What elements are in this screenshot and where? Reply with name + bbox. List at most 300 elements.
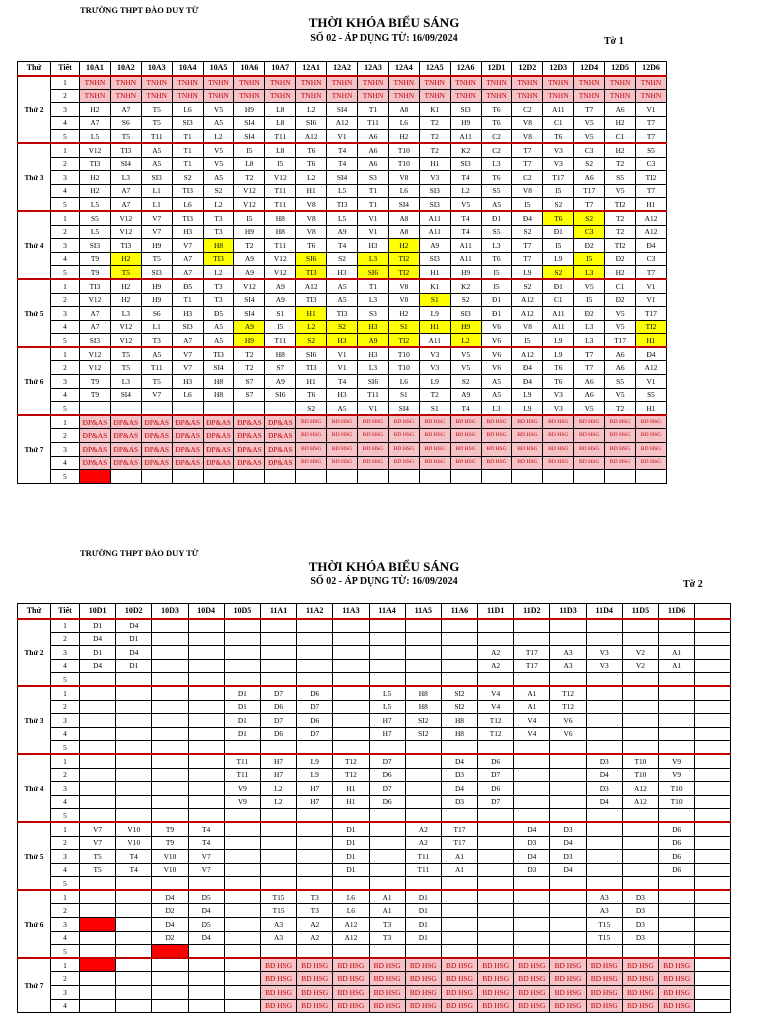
timetable-cell xyxy=(659,714,695,728)
timetable-cell: TNHN xyxy=(358,89,389,103)
table-row xyxy=(18,334,667,348)
timetable-cell: T2 xyxy=(605,211,636,225)
timetable-cell: D6 xyxy=(659,850,695,864)
period-number: 5 xyxy=(51,402,80,416)
timetable-cell: V12 xyxy=(234,198,265,212)
timetable-cell: D6 xyxy=(659,863,695,877)
timetable-cell: A1 xyxy=(441,850,477,864)
timetable-cell xyxy=(188,795,224,809)
timetable-cell: V1 xyxy=(358,225,389,239)
timetable-cell xyxy=(80,470,111,484)
timetable-cell: BD HSG xyxy=(543,429,574,443)
timetable-cell xyxy=(405,795,441,809)
period-header: Tiết xyxy=(51,604,80,619)
timetable-cell: T3 xyxy=(297,904,333,918)
table-row xyxy=(18,347,667,361)
timetable-cell: H2 xyxy=(110,252,141,266)
timetable-cell: Đ1 xyxy=(481,307,512,321)
timetable-cell xyxy=(622,809,658,823)
timetable-cell xyxy=(152,714,188,728)
timetable-cell xyxy=(695,850,731,864)
timetable-cell: BD HSG xyxy=(358,443,389,457)
timetable-cell: BD HSG xyxy=(605,415,636,429)
timetable-cell xyxy=(333,659,369,673)
table-row xyxy=(18,279,667,293)
timetable-cell: H9 xyxy=(234,225,265,239)
timetable-cell: H7 xyxy=(260,768,296,782)
timetable-cell: BD HSG xyxy=(358,456,389,470)
timetable-cell xyxy=(260,863,296,877)
timetable-cell: H1 xyxy=(419,320,450,334)
timetable-cell: V10 xyxy=(152,863,188,877)
timetable-cell: T1 xyxy=(172,143,203,157)
timetable-cell: BD HSG xyxy=(586,999,622,1013)
timetable-cell xyxy=(116,904,152,918)
timetable-cell xyxy=(116,986,152,1000)
timetable-cell: ĐP&AS xyxy=(172,456,203,470)
timetable-cell xyxy=(116,782,152,796)
timetable-cell xyxy=(419,470,450,484)
class-header: 12D4 xyxy=(574,62,605,76)
period-number: 2 xyxy=(51,157,80,171)
period-number: 4 xyxy=(51,999,80,1013)
timetable-cell: T1 xyxy=(172,130,203,144)
timetable-cell: H9 xyxy=(141,293,172,307)
timetable-cell: T7 xyxy=(574,361,605,375)
timetable-cell: D7 xyxy=(478,768,514,782)
table-row xyxy=(18,795,731,809)
timetable-cell: L8 xyxy=(265,116,296,130)
timetable-cell: ĐP&AS xyxy=(265,443,296,457)
timetable-cell xyxy=(478,890,514,904)
timetable-cell: T3 xyxy=(203,211,234,225)
timetable-cell xyxy=(297,646,333,660)
table-row xyxy=(18,320,667,334)
timetable-cell: D1 xyxy=(224,700,260,714)
timetable-cell xyxy=(152,659,188,673)
timetable-cell: TNHN xyxy=(543,89,574,103)
timetable-cell: TNHN xyxy=(481,76,512,90)
timetable-cell: T9 xyxy=(80,375,111,389)
class-header: 11A1 xyxy=(260,604,296,619)
timetable-cell: T4 xyxy=(450,211,481,225)
period-number: 4 xyxy=(51,116,80,130)
timetable-cell: A2 xyxy=(478,659,514,673)
timetable-cell xyxy=(224,945,260,959)
timetable-cell: BD HSG xyxy=(605,429,636,443)
timetable-cell: V7 xyxy=(188,850,224,864)
timetable-cell xyxy=(369,646,405,660)
timetable-cell xyxy=(441,646,477,660)
class-header: 12D5 xyxy=(605,62,636,76)
timetable-cell xyxy=(695,673,731,687)
day-label: Thứ 3 xyxy=(18,686,51,754)
timetable-cell: T3 xyxy=(203,225,234,239)
table-row xyxy=(18,809,731,823)
timetable-cell: BD HSG xyxy=(605,443,636,457)
timetable-cell: BD HSG xyxy=(478,999,514,1013)
day-header: Thứ xyxy=(18,62,51,76)
timetable-cell: T11 xyxy=(224,768,260,782)
timetable-cell xyxy=(605,470,636,484)
timetable-cell: D5 xyxy=(188,918,224,932)
timetable-cell xyxy=(659,890,695,904)
class-header: 10D2 xyxy=(116,604,152,619)
timetable-cell: D3 xyxy=(441,795,477,809)
timetable-cell xyxy=(695,918,731,932)
period-number: 4 xyxy=(51,252,80,266)
timetable-cell: S2 xyxy=(512,225,543,239)
day-label: Thứ 5 xyxy=(18,279,51,347)
timetable-cell: T6 xyxy=(296,157,327,171)
timetable-cell: A2 xyxy=(478,646,514,660)
period-number: 4 xyxy=(51,795,80,809)
timetable-cell: BD HSG xyxy=(514,972,550,986)
timetable-cell: D7 xyxy=(260,714,296,728)
timetable-cell: S7 xyxy=(234,388,265,402)
timetable-cell: BD HSG xyxy=(478,958,514,972)
class-header: 11A6 xyxy=(441,604,477,619)
timetable-cell: BD HSG xyxy=(450,456,481,470)
period-number: 1 xyxy=(51,211,80,225)
timetable-cell: V5 xyxy=(574,116,605,130)
timetable-cell: V4 xyxy=(514,714,550,728)
timetable-cell: C2 xyxy=(512,171,543,185)
timetable-cell: BD HSG xyxy=(636,415,667,429)
period-number: 2 xyxy=(51,972,80,986)
timetable-cell: S5 xyxy=(636,143,667,157)
timetable-cell xyxy=(188,741,224,755)
timetable-cell: A7 xyxy=(172,334,203,348)
timetable-cell: V9 xyxy=(659,768,695,782)
timetable-cell: D4 xyxy=(586,768,622,782)
timetable-cell: SI4 xyxy=(327,171,358,185)
timetable-cell xyxy=(333,727,369,741)
timetable-cell xyxy=(224,741,260,755)
table-row xyxy=(18,714,731,728)
timetable-cell xyxy=(586,809,622,823)
table-row xyxy=(18,890,731,904)
timetable-cell: BD HSG xyxy=(481,429,512,443)
timetable-cell: A3 xyxy=(550,646,586,660)
timetable-cell: H2 xyxy=(605,143,636,157)
timetable-cell xyxy=(622,741,658,755)
timetable-cell: ĐP&AS xyxy=(172,443,203,457)
timetable-cell: ĐP&AS xyxy=(110,429,141,443)
timetable-cell xyxy=(188,619,224,633)
period-number: 3 xyxy=(51,782,80,796)
timetable-cell: L6 xyxy=(172,198,203,212)
class-header: 12A2 xyxy=(327,62,358,76)
timetable-cell: T2 xyxy=(419,388,450,402)
timetable-cell: A1 xyxy=(514,700,550,714)
timetable-cell: V1 xyxy=(358,211,389,225)
timetable-cell: T5 xyxy=(141,375,172,389)
timetable-cell xyxy=(478,741,514,755)
timetable-cell: V1 xyxy=(636,279,667,293)
timetable-cell: BD HSG xyxy=(369,958,405,972)
timetable-cell xyxy=(550,890,586,904)
timetable-cell: V5 xyxy=(605,320,636,334)
timetable-cell: BD HSG xyxy=(296,456,327,470)
timetable-cell: BD HSG xyxy=(659,958,695,972)
timetable-cell xyxy=(224,863,260,877)
timetable-cell: BD HSG xyxy=(369,999,405,1013)
timetable-cell: A3 xyxy=(550,659,586,673)
timetable-cell: S1 xyxy=(419,293,450,307)
timetable-cell xyxy=(478,632,514,646)
timetable-cell: SI6 xyxy=(358,375,389,389)
timetable-cell: T4 xyxy=(450,171,481,185)
timetable-cell xyxy=(695,986,731,1000)
timetable-cell: A11 xyxy=(450,130,481,144)
timetable-cell xyxy=(152,958,188,972)
timetable-cell: H3 xyxy=(172,225,203,239)
class-header: 12D6 xyxy=(636,62,667,76)
timetable-cell: TI3 xyxy=(80,279,111,293)
timetable-cell: S7 xyxy=(234,375,265,389)
timetable-cell: A5 xyxy=(481,198,512,212)
timetable-cell: A9 xyxy=(450,388,481,402)
timetable-cell: T7 xyxy=(636,116,667,130)
timetable-cell: S3 xyxy=(358,171,389,185)
timetable-cell: ĐP&AS xyxy=(265,415,296,429)
timetable-cell: D7 xyxy=(478,795,514,809)
timetable-cell xyxy=(80,673,116,687)
period-number: 3 xyxy=(51,986,80,1000)
timetable-cell: BD HSG xyxy=(333,986,369,1000)
timetable-cell: L1 xyxy=(141,198,172,212)
timetable-cell: ĐP&AS xyxy=(141,415,172,429)
timetable-cell xyxy=(333,877,369,891)
timetable-cell: S2 xyxy=(203,184,234,198)
timetable-cell xyxy=(514,945,550,959)
class-header: 12D1 xyxy=(481,62,512,76)
class-header: 10D1 xyxy=(80,604,116,619)
timetable-cell xyxy=(224,986,260,1000)
timetable-cell xyxy=(586,727,622,741)
timetable-cell: BD HSG xyxy=(441,986,477,1000)
timetable-cell: A5 xyxy=(203,171,234,185)
timetable-cell: V7 xyxy=(172,239,203,253)
timetable-cell xyxy=(441,809,477,823)
timetable-cell xyxy=(695,686,731,700)
timetable-cell xyxy=(152,741,188,755)
timetable-cell: SI4 xyxy=(234,130,265,144)
timetable-cell: SI2 xyxy=(441,686,477,700)
timetable-cell: BD HSG xyxy=(405,972,441,986)
table-row xyxy=(18,700,731,714)
timetable-cell: K2 xyxy=(450,143,481,157)
timetable-cell: ĐP&AS xyxy=(234,415,265,429)
timetable-cell: V5 xyxy=(574,279,605,293)
period-number: 2 xyxy=(51,836,80,850)
timetable-cell xyxy=(514,918,550,932)
timetable-cell: T1 xyxy=(358,103,389,117)
timetable-cell: I5 xyxy=(234,211,265,225)
timetable-cell: H3 xyxy=(327,334,358,348)
timetable-cell: BD HSG xyxy=(550,958,586,972)
table-row xyxy=(18,375,667,389)
period-number: 4 xyxy=(51,184,80,198)
table-row xyxy=(18,673,731,687)
timetable-cell: H1 xyxy=(333,795,369,809)
timetable-cell: V6 xyxy=(550,727,586,741)
timetable-cell xyxy=(188,659,224,673)
timetable-cell: T4 xyxy=(327,157,358,171)
timetable-cell xyxy=(441,904,477,918)
timetable-cell: T7 xyxy=(636,130,667,144)
timetable-cell: SI4 xyxy=(110,388,141,402)
timetable-cell: BD HSG xyxy=(543,415,574,429)
timetable-cell xyxy=(297,945,333,959)
period-number: 2 xyxy=(51,700,80,714)
timetable-cell xyxy=(188,986,224,1000)
timetable-cell: SI4 xyxy=(203,361,234,375)
timetable-cell: T5 xyxy=(110,347,141,361)
timetable-cell: T7 xyxy=(512,252,543,266)
timetable-cell xyxy=(224,958,260,972)
timetable-cell: TNHN xyxy=(141,89,172,103)
timetable-cell: D4 xyxy=(152,890,188,904)
timetable-cell: I5 xyxy=(265,320,296,334)
timetable-cell: H2 xyxy=(110,279,141,293)
timetable-cell: S2 xyxy=(327,252,358,266)
timetable-cell: T11 xyxy=(141,130,172,144)
period-number: 5 xyxy=(51,809,80,823)
timetable-cell: TI2 xyxy=(605,198,636,212)
timetable-cell xyxy=(152,646,188,660)
timetable-cell: V5 xyxy=(605,184,636,198)
timetable-cell: L1 xyxy=(141,320,172,334)
timetable-cell: TNHN xyxy=(265,76,296,90)
period-number: 5 xyxy=(51,741,80,755)
sheet-number: Tờ 2 xyxy=(683,579,703,590)
timetable-cell: T4 xyxy=(327,375,358,389)
timetable-cell xyxy=(116,890,152,904)
timetable-cell: Đ2 xyxy=(605,293,636,307)
timetable-cell: L3 xyxy=(358,252,389,266)
table-row xyxy=(18,768,731,782)
period-number: 5 xyxy=(51,673,80,687)
period-number: 2 xyxy=(51,632,80,646)
timetable-cell: T7 xyxy=(512,239,543,253)
timetable-cell xyxy=(203,470,234,484)
timetable-cell xyxy=(586,945,622,959)
timetable-cell xyxy=(224,931,260,945)
period-number: 4 xyxy=(51,931,80,945)
class-header: 10A7 xyxy=(265,62,296,76)
timetable-cell: BD HSG xyxy=(260,999,296,1013)
timetable-cell xyxy=(80,890,116,904)
timetable-cell: S2 xyxy=(172,171,203,185)
timetable-cell: T2 xyxy=(419,116,450,130)
timetable-cell xyxy=(550,877,586,891)
timetable-cell: A12 xyxy=(327,116,358,130)
timetable-cell: L3 xyxy=(358,293,389,307)
timetable-cell: T17 xyxy=(441,836,477,850)
timetable-cell xyxy=(116,945,152,959)
timetable-cell: SI3 xyxy=(419,252,450,266)
timetable-cell: S5 xyxy=(481,225,512,239)
timetable-cell: T5 xyxy=(110,361,141,375)
timetable-cell xyxy=(110,470,141,484)
period-number: 4 xyxy=(51,456,80,470)
period-number: 1 xyxy=(51,686,80,700)
table-row xyxy=(18,252,667,266)
timetable-cell: L6 xyxy=(172,103,203,117)
timetable-cell: L9 xyxy=(543,252,574,266)
table-row xyxy=(18,958,731,972)
timetable-cell: BD HSG xyxy=(512,429,543,443)
timetable-cell xyxy=(260,741,296,755)
class-header: 12D3 xyxy=(543,62,574,76)
day-label: Thứ 2 xyxy=(18,619,51,687)
timetable-cell xyxy=(574,470,605,484)
timetable-cell xyxy=(659,945,695,959)
timetable-cell: TNHN xyxy=(172,89,203,103)
timetable-cell: T5 xyxy=(141,252,172,266)
timetable-cell: D4 xyxy=(550,863,586,877)
timetable-cell: BD HSG xyxy=(636,429,667,443)
timetable-cell: SI4 xyxy=(327,103,358,117)
timetable-cell: V12 xyxy=(110,320,141,334)
timetable-cell: A8 xyxy=(388,225,419,239)
timetable-cell: SI4 xyxy=(388,198,419,212)
timetable-cell: T2 xyxy=(234,361,265,375)
timetable-cell: T9 xyxy=(80,266,111,280)
timetable-cell: V5 xyxy=(574,402,605,416)
timetable-cell: V8 xyxy=(512,116,543,130)
timetable-cell xyxy=(659,727,695,741)
timetable-cell xyxy=(441,890,477,904)
timetable-cell: T4 xyxy=(188,836,224,850)
timetable-cell: H7 xyxy=(297,782,333,796)
timetable-cell: S5 xyxy=(481,184,512,198)
table-row xyxy=(18,904,731,918)
timetable-cell: L9 xyxy=(297,754,333,768)
class-header: 11D3 xyxy=(550,604,586,619)
timetable-cell: H9 xyxy=(234,103,265,117)
timetable-cell: V3 xyxy=(543,143,574,157)
timetable-cell xyxy=(622,632,658,646)
timetable-cell: TNHN xyxy=(419,76,450,90)
timetable-cell: TI3 xyxy=(327,198,358,212)
timetable-cell xyxy=(333,686,369,700)
timetable-cell: SI3 xyxy=(141,266,172,280)
timetable-cell: A12 xyxy=(636,361,667,375)
timetable-cell: V1 xyxy=(327,347,358,361)
timetable-cell xyxy=(188,945,224,959)
timetable-cell xyxy=(188,768,224,782)
timetable-cell xyxy=(550,768,586,782)
timetable-cell: V8 xyxy=(512,320,543,334)
timetable-cell: TNHN xyxy=(636,89,667,103)
timetable-cell: A7 xyxy=(110,184,141,198)
timetable-cell: BD HSG xyxy=(327,456,358,470)
timetable-cell: BD HSG xyxy=(419,443,450,457)
timetable-cell xyxy=(622,727,658,741)
timetable-cell: D3 xyxy=(514,863,550,877)
timetable-cell xyxy=(224,890,260,904)
timetable-cell xyxy=(514,782,550,796)
timetable-cell: D1 xyxy=(80,646,116,660)
period-number: 3 xyxy=(51,171,80,185)
timetable-cell: SI3 xyxy=(419,184,450,198)
timetable-cell: V2 xyxy=(622,646,658,660)
timetable-cell: S2 xyxy=(574,157,605,171)
timetable-cell xyxy=(514,890,550,904)
